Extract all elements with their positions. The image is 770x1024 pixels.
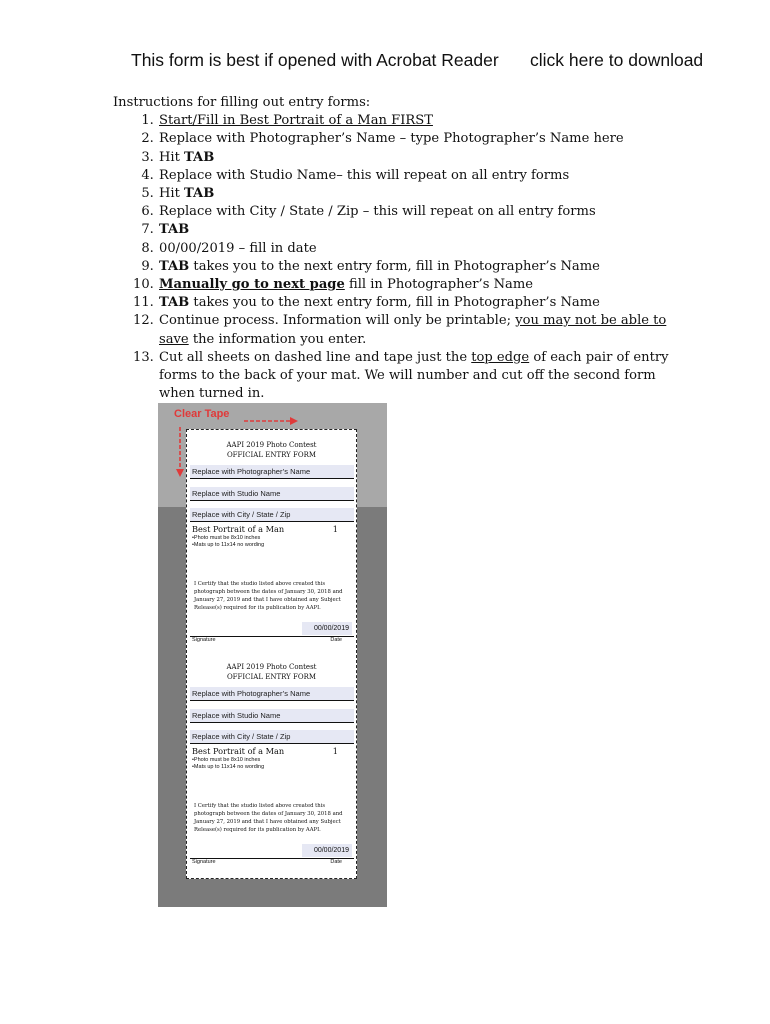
step-4: 4. Replace with Studio Name– this will repeat on all entry forms	[158, 167, 673, 185]
step-13: 13. Cut all sheets on dashed line and tape just the top edge of each pair of entry forms to the back of your mat. We will number and cut off the second form when turned in.	[158, 349, 673, 404]
step-10: 10. Manually go to next page fill in Photographer’s Name	[158, 276, 673, 294]
step-1: 1. Start/Fill in Best Portrait of a Man FIRST	[158, 112, 673, 130]
official-entry-title: OFFICIAL ENTRY FORM	[226, 673, 317, 681]
tape-down-arrow-icon	[175, 427, 185, 477]
official-entry-title: OFFICIAL ENTRY FORM	[226, 451, 317, 459]
acrobat-notice: This form is best if opened with Acrobat Reader	[131, 50, 499, 70]
mat-sample-illustration	[158, 403, 387, 907]
date-label: Date	[330, 859, 342, 865]
entry-number: 1	[332, 524, 338, 534]
certification-text: I Certify that the studio listed above created this photograph between the dates of January 30, 2018 and January 27, 2019 and that I have obtained any Subject Release(s) required for its publication by AAPI.	[194, 803, 343, 833]
step-6: 6. Replace with City / State / Zip – this will repeat on all entry forms	[158, 203, 673, 221]
signature-label: Signature	[192, 637, 216, 643]
entry-form-2	[187, 662, 356, 872]
contest-title: AAPI 2019 Photo Contest	[226, 441, 317, 449]
step-12: 12. Continue process. Information will only be printable; you may not be able to save the information you enter.	[158, 312, 673, 348]
step-5: 5. Hit TAB	[158, 185, 673, 203]
step-8: 8. 00/00/2019 – fill in date	[158, 240, 673, 258]
rules-notes: •Photo must be 8x10 inches •Mats up to 11x14 no wording	[192, 535, 265, 548]
signature-label: Signature	[192, 859, 216, 865]
studio-field[interactable]: Replace with Studio Name	[190, 487, 354, 501]
photographer-field[interactable]: Replace with Photographer’s Name	[190, 687, 354, 701]
download-link[interactable]: click here to download	[530, 50, 704, 70]
step-9: 9. TAB takes you to the next entry form, fill in Photographer’s Name	[158, 258, 673, 276]
step-3: 3. Hit TAB	[158, 149, 673, 167]
photographer-field[interactable]: Replace with Photographer’s Name	[190, 465, 354, 479]
contest-title: AAPI 2019 Photo Contest	[226, 663, 317, 671]
city-state-zip-field[interactable]: Replace with City / State / Zip	[190, 730, 354, 744]
city-state-zip-field[interactable]: Replace with City / State / Zip	[190, 508, 354, 522]
entry-form-1	[187, 440, 356, 650]
clear-tape-label: Clear Tape	[174, 408, 230, 420]
category-label: Best Portrait of a Man	[192, 524, 285, 534]
studio-field[interactable]: Replace with Studio Name	[190, 709, 354, 723]
instructions-heading: Instructions for filling out entry forms:	[113, 95, 371, 110]
rules-notes: •Photo must be 8x10 inches •Mats up to 11x14 no wording	[192, 757, 265, 770]
step-11: 11. TAB takes you to the next entry form, fill in Photographer’s Name	[158, 294, 673, 312]
date-field[interactable]: 00/00/2019	[302, 622, 352, 635]
certification-text: I Certify that the studio listed above created this photograph between the dates of January 30, 2018 and January 27, 2019 and that I have obtained any Subject Release(s) required for its publication by AAPI.	[194, 581, 343, 611]
category-label: Best Portrait of a Man	[192, 746, 285, 756]
tape-right-arrow-icon	[244, 416, 298, 426]
step-7: 7. TAB	[158, 221, 673, 239]
date-label: Date	[330, 637, 342, 643]
entry-number: 1	[332, 746, 338, 756]
instructions	[113, 94, 673, 403]
step-2: 2. Replace with Photographer’s Name – type Photographer’s Name here	[158, 130, 673, 148]
instruction-list	[113, 112, 673, 403]
date-field[interactable]: 00/00/2019	[302, 844, 352, 857]
entry-form-sheet	[186, 429, 357, 879]
